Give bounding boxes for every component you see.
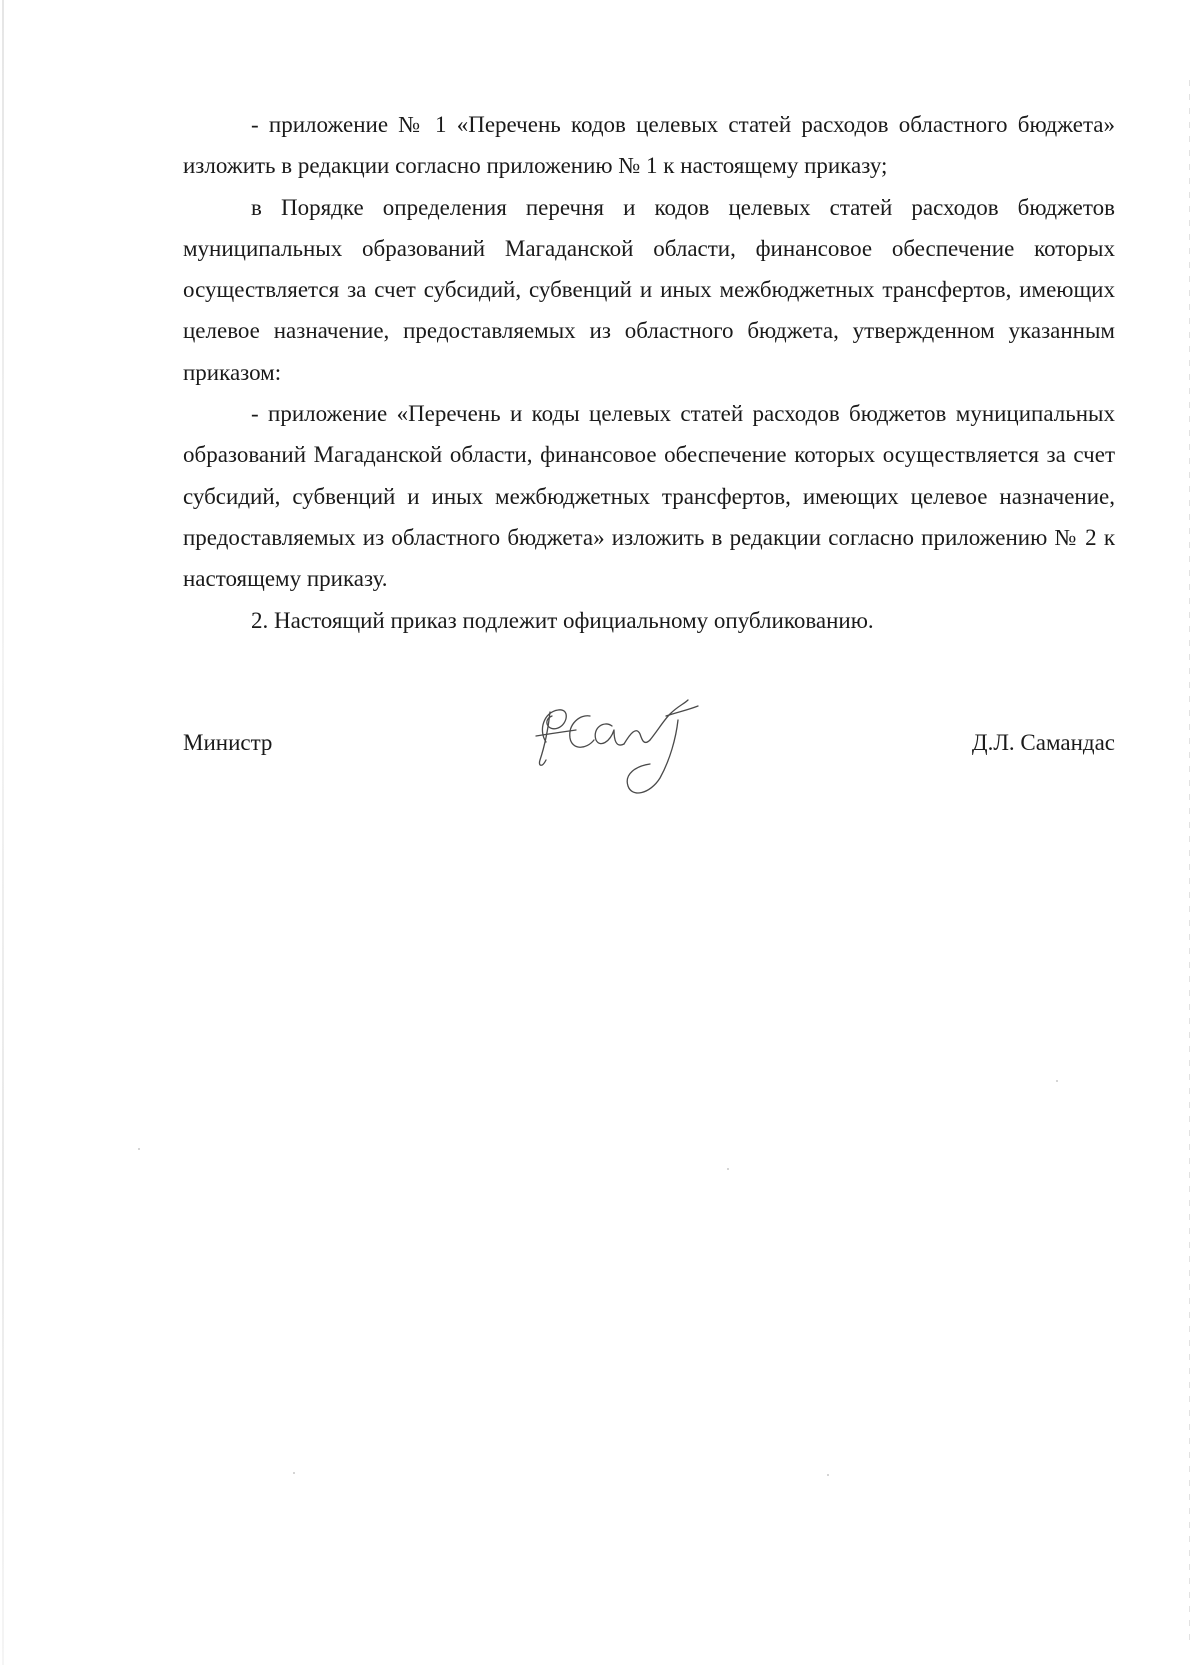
signatory-position: Министр — [183, 730, 273, 755]
paragraph-publication: 2. Настоящий приказ подлежит официальному опубликованию. — [251, 607, 874, 633]
document-body — [183, 104, 1115, 641]
scan-speck — [727, 1168, 729, 1170]
scan-edge-right — [1189, 80, 1190, 1640]
scan-speck — [1056, 1080, 1058, 1082]
scan-speck — [138, 1148, 140, 1150]
signatory-name: Д.Л. Самандас — [971, 730, 1115, 755]
paragraph-procedure: в Порядке определения перечня и кодов целевых статей расходов бюджетов муниципальных образований Магаданской области, финансовое обеспечение которых осуществляется за счет субсидий, субвенций и иных межбюджетных трансфертов, имеющих целевое назначение, предоставляемых из областного бюджета, утвержденном указанным приказом: — [183, 194, 1115, 385]
scan-speck — [827, 1474, 829, 1476]
handwritten-signature — [528, 690, 718, 810]
paragraph-appendix-2: - приложение «Перечень и коды целевых статей расходов бюджетов муниципальных образований Магаданской области, финансовое обеспечение которых осуществляется за счет субсидий, субвенций и иных межбюджетных трансфертов, имеющих целевое назначение, предоставляемых из областного бюджета» изложить в редакции согласно приложению № 2 к настоящему приказу. — [183, 401, 1115, 592]
scan-speck — [293, 1472, 295, 1474]
scan-edge-left — [2, 0, 4, 1665]
signature-block — [183, 690, 1115, 820]
paragraph-appendix-1: - приложение № 1 «Перечень кодов целевых статей расходов областного бюджета» изложить в редакции согласно приложению № 1 к настоящему приказу; — [183, 112, 1115, 179]
